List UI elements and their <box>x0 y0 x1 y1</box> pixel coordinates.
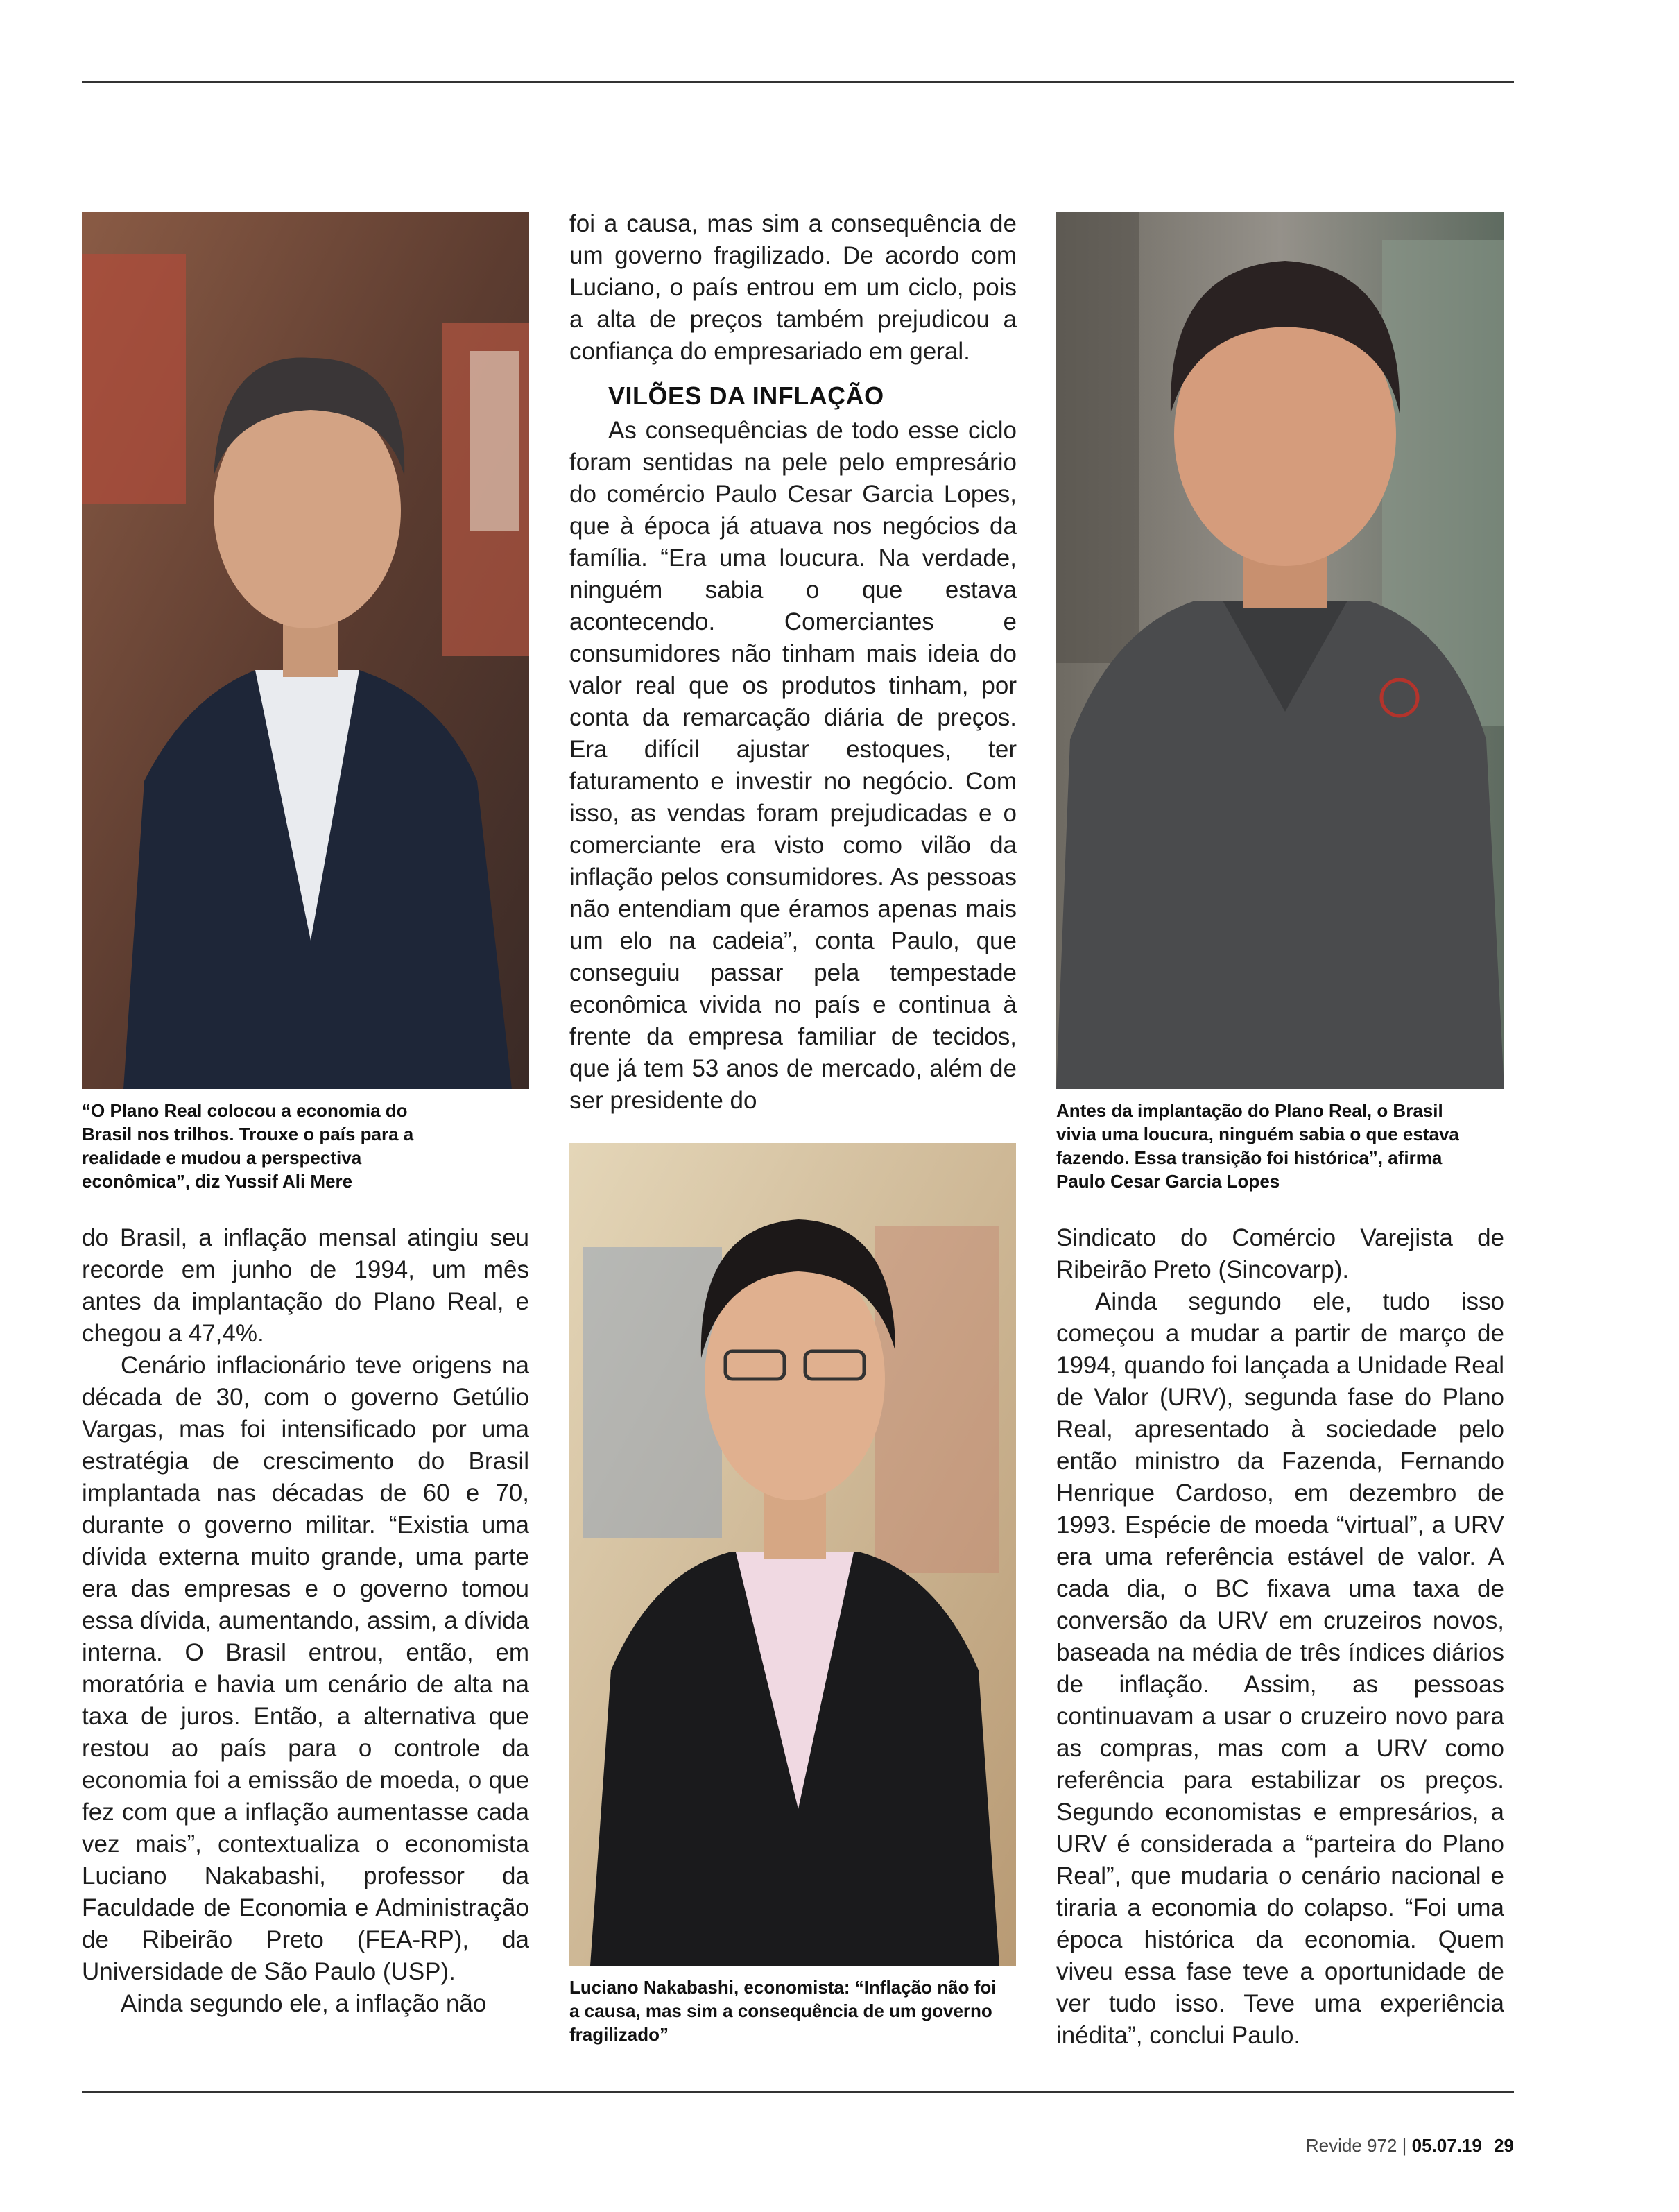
article-column-3-bottom <box>1056 1222 1504 2052</box>
photo-yussif-ali-mere <box>82 212 529 1089</box>
article-paragraph: Cenário inflacionário teve origens na década de 30, com o governo Getúlio Vargas, mas foi intensificado por uma estratégia de crescimento do Brasil implantada nas décadas de 60 e 70, durante o governo militar. “Existia uma dívida externa muito grande, uma parte era das empresas e o governo tomou essa dívida, aumentando, assim, a dívida interna. O Brasil entrou, então, em moratória e havia um cenário de alta na taxa de juros. Então, a alternativa que restou ao país para o controle da economia foi a emissão de moeda, o que fez com que a inflação aumentasse cada vez mais”, contextualiza o economista Luciano Nakabashi, professor da Faculdade de Economia e Administração de Ribeirão Preto (FEA-RP), da Universidade de São Paulo (USP). <box>82 1352 529 1985</box>
article-paragraph: Sindicato do Comércio Varejista de Ribeirão Preto (Sincovarp). <box>1056 1224 1504 1283</box>
article-column-2-top <box>569 208 1017 1117</box>
photo-paulo-cesar-garcia-lopes <box>1056 212 1504 1089</box>
top-rule <box>82 81 1514 83</box>
caption-yussif-text: “O Plano Real colocou a economia do Brasil nos trilhos. Trouxe o país para a realidade e mudou a perspectiva econômica”, diz Yussif Ali Mere <box>82 1100 414 1192</box>
article-column-1-bottom <box>82 1222 529 2020</box>
caption-paulo <box>1056 1099 1479 1193</box>
article-paragraph: do Brasil, a inflação mensal atingiu seu recorde em junho de 1994, um mês antes da implantação do Plano Real, e chegou a 47,4%. <box>82 1224 529 1347</box>
caption-paulo-text: Antes da implantação do Plano Real, o Brasil vivia uma loucura, ninguém sabia o que estava fazendo. Essa transição foi histórica”, afirma Paulo Cesar Garcia Lopes <box>1056 1100 1459 1192</box>
folio-separator: | <box>1402 2135 1407 2156</box>
page-number: 29 <box>1494 2135 1514 2156</box>
section-heading: VILÕES DA INFLAÇÃO <box>608 381 884 410</box>
photo-luciano-nakabashi <box>569 1143 1016 1966</box>
page-folio <box>1306 2135 1514 2157</box>
article-paragraph: As consequências de todo esse ciclo foram sentidas na pele pelo empresário do comércio Paulo Cesar Garcia Lopes, que à época já atuava nos negócios da família. “Era uma loucura. Na verdade, ninguém sabia o que estava acontecendo. Comerciantes e consumidores não tinham mais ideia do valor real que os produtos tinham, por conta da remarcação diária de preços. Era difícil ajustar estoques, ter faturamento e investir no negócio. Com isso, as vendas foram prejudicadas e o comerciante era visto como vilão da inflação pelos consumidores. As pessoas não entendiam que éramos apenas mais um elo na cadeia”, conta Paulo, que conseguiu passar pela tempestade econômica vivida no país e continua à frente da empresa familiar de tecidos, que já tem 53 anos de mercado, além de ser presidente do <box>569 417 1017 1114</box>
publication-name: Revide 972 <box>1305 2135 1397 2156</box>
caption-luciano <box>569 1975 999 2046</box>
article-paragraph: foi a causa, mas sim a consequência de um governo fragilizado. De acordo com Luciano, o país entrou em um ciclo, pois a alta de preços também prejudicou a confiança do empresariado em geral. <box>569 210 1017 365</box>
bottom-rule <box>82 2091 1514 2093</box>
issue-date: 05.07.19 <box>1411 2135 1482 2156</box>
article-paragraph: Ainda segundo ele, tudo isso começou a mudar a partir de março de 1994, quando foi lançada a Unidade Real de Valor (URV), segunda fase do Plano Real, apresentado à sociedade pelo então ministro da Fazenda, Fernando Henrique Cardoso, em dezembro de 1993. Espécie de moeda “virtual”, a URV era uma referência estável de valor. A cada dia, o BC fixava uma taxa de conversão da URV em cruzeiros novos, baseada na média de três índices diários de inflação. Assim, as pessoas continuavam a usar o cruzeiro novo para as compras, mas com a URV como referência para estabilizar os preços. Segundo economistas e empresários, a URV é considerada a “parteira do Plano Real”, que mudaria o cenário nacional e tiraria a economia do colapso. “Foi uma época histórica da economia. Quem viveu essa fase teve a oportunidade de ver tudo isso. Teve uma experiência inédita”, conclui Paulo. <box>1056 1288 1504 2049</box>
caption-yussif <box>82 1099 442 1193</box>
caption-luciano-text: Luciano Nakabashi, economista: “Inflação não foi a causa, mas sim a consequência de um governo fragilizado” <box>569 1977 997 2045</box>
article-paragraph: Ainda segundo ele, a inflação não <box>121 1990 487 2017</box>
